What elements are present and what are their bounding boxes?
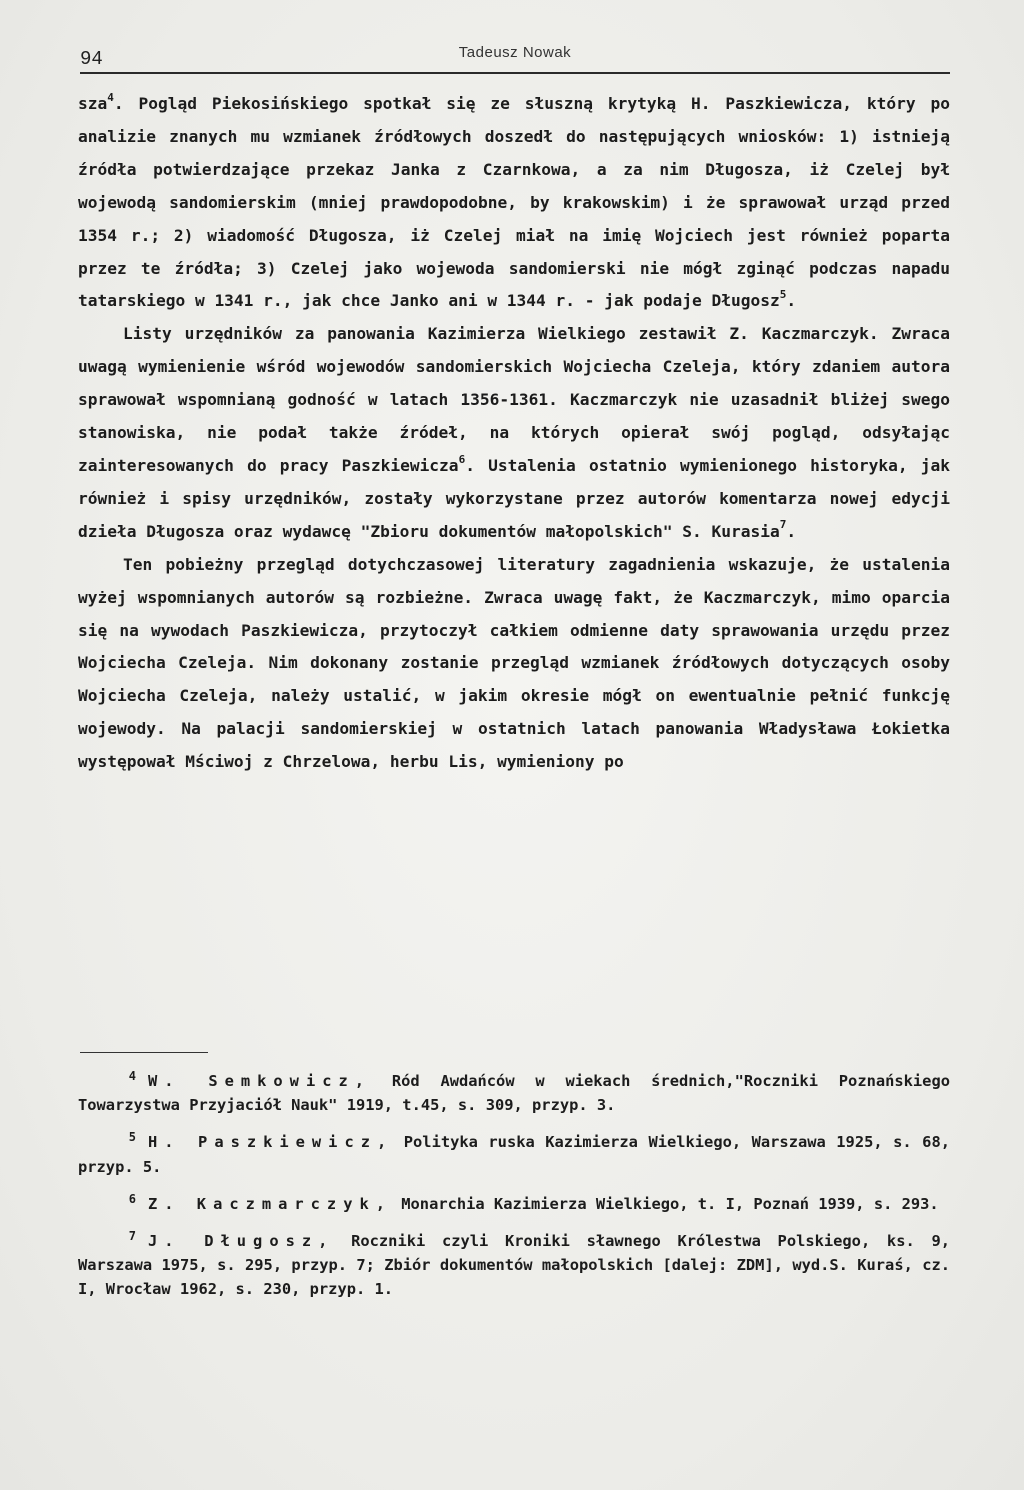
- footnote-number: 7: [128, 1229, 136, 1244]
- paragraph-text: Listy urzędników za panowania Kazimierza Wielkiego zestawił Z. Kaczmarczyk. Zwraca uwagą wymienienie wśród wojewodów sandomierskich Wojciecha Czeleja, który zdaniem autora sprawował wspomnianą godność w latach 1356-1361. Kaczmarczyk nie uzasadnił bliżej swego stanowiska, nie podał także źródeł, na których opierał swój pogląd, odsyłając zainteresowanych do pracy Paszkiewicza: [78, 324, 950, 475]
- footnote-ref-4: 4: [107, 90, 114, 104]
- page-header: [80, 40, 950, 74]
- footnote-ref-7: 7: [779, 518, 787, 532]
- paragraph-text: . Pogląd Piekosińskiego spotkał się ze słuszną krytyką H. Paszkiewicza, który po analizie znanych mu wzmianek źródłowych doszedł do następujących wniosków: 1) istnieją źródła potwierdzające przekaz Janka z Czarnkowa, a za nim Długosza, iż Czelej był wojewodą sandomierskim (mniej prawdopodobne, by krakowskim) i że sprawował urząd przed 1354 r.; 2) wiadomość Długosza, iż Czelej miał na imię Wojciech jest również poparta przez te źródła; 3) Czelej jako wojewoda sandomierski nie mógł zginąć podczas napadu tatarskiego w 1341 r., jak chce Janko ani w 1344 r. - jak podaje Długosz: [78, 94, 950, 311]
- footnotes: [78, 1064, 950, 1310]
- footnote-text: Monarchia Kazimierza Wielkiego, t. I, Poznań 1939, s. 293.: [392, 1194, 939, 1213]
- paragraph-text: .: [786, 521, 797, 541]
- footnote-divider: [80, 1052, 208, 1053]
- footnote-7: [78, 1224, 950, 1302]
- footnote-text: Polityka ruska Kazimierza Wielkiego, Warszawa 1925, s. 68, przyp. 5.: [78, 1133, 950, 1176]
- running-head: Tadeusz Nowak: [458, 44, 572, 61]
- paragraph-1: [78, 88, 950, 318]
- footnote-number: 4: [128, 1069, 136, 1083]
- footnote-text: Ród Awdańców w wiekach średnich,"Roczniki Poznańskiego Towarzystwa Przyjaciół Nauk" 1919, t.45, s. 309, przyp. 3.: [78, 1072, 950, 1115]
- paragraph-text: . Ustalenia ostatnio wymienionego historyka, jak również i spisy urzędników, zostały wykorzystane przez autorów komentarza nowej edycji dzieła Długosza oraz wydawcę "Zbioru dokumentów małopolskich" S. Kurasia: [78, 455, 951, 541]
- footnote-author: J. Długosz,: [148, 1232, 335, 1251]
- footnote-number: 5: [128, 1130, 136, 1145]
- paragraph-text: sza: [78, 94, 108, 113]
- footnote-number: 6: [128, 1191, 136, 1206]
- page-number: 94: [80, 48, 103, 70]
- footnote-author: W. Semkowicz,: [148, 1072, 372, 1090]
- footnote-4: [78, 1064, 950, 1117]
- footnote-ref-5: 5: [779, 288, 787, 302]
- footnote-5: [78, 1125, 950, 1178]
- body-text: [78, 88, 950, 779]
- footnote-ref-6: 6: [458, 452, 466, 466]
- paragraph-3: [78, 549, 950, 779]
- footnote-author: H. Paszkiewicz,: [148, 1133, 394, 1152]
- footnote-6: [78, 1187, 950, 1216]
- paragraph-2: [78, 318, 950, 548]
- footnote-author: Z. Kaczmarczyk,: [148, 1194, 392, 1213]
- paragraph-text: .: [786, 291, 797, 311]
- paragraph-text: Ten pobieżny przegląd dotychczasowej literatury zagadnienia wskazuje, że ustalenia wyżej wspomnianych autorów są rozbieżne. Zwraca uwagę fakt, że Kaczmarczyk, mimo oparcia się na wywodach Paszkiewicza, przytoczył całkiem odmienne daty sprawowania urzędu przez Wojciecha Czeleja. Nim dokonany zostanie przegląd wzmianek źródłowych dotyczących osoby Wojciecha Czeleja, należy ustalić, w jakim okresie mógł on ewentualnie pełnić funkcję wojewody. Na palacji sandomierskiej w ostatnich latach panowania Władysława Łokietka występował Mściwoj z Chrzelowa, herbu Lis, wymieniony po: [78, 554, 950, 772]
- footnote-text: Roczniki czyli Kroniki sławnego Królestwa Polskiego, ks. 9, Warszawa 1975, s. 295, przyp. 7; Zbiór dokumentów małopolskich [dalej: ZDM], wyd.S. Kuraś, cz. I, Wrocław 1962, s. 230, przyp. 1.: [78, 1232, 950, 1299]
